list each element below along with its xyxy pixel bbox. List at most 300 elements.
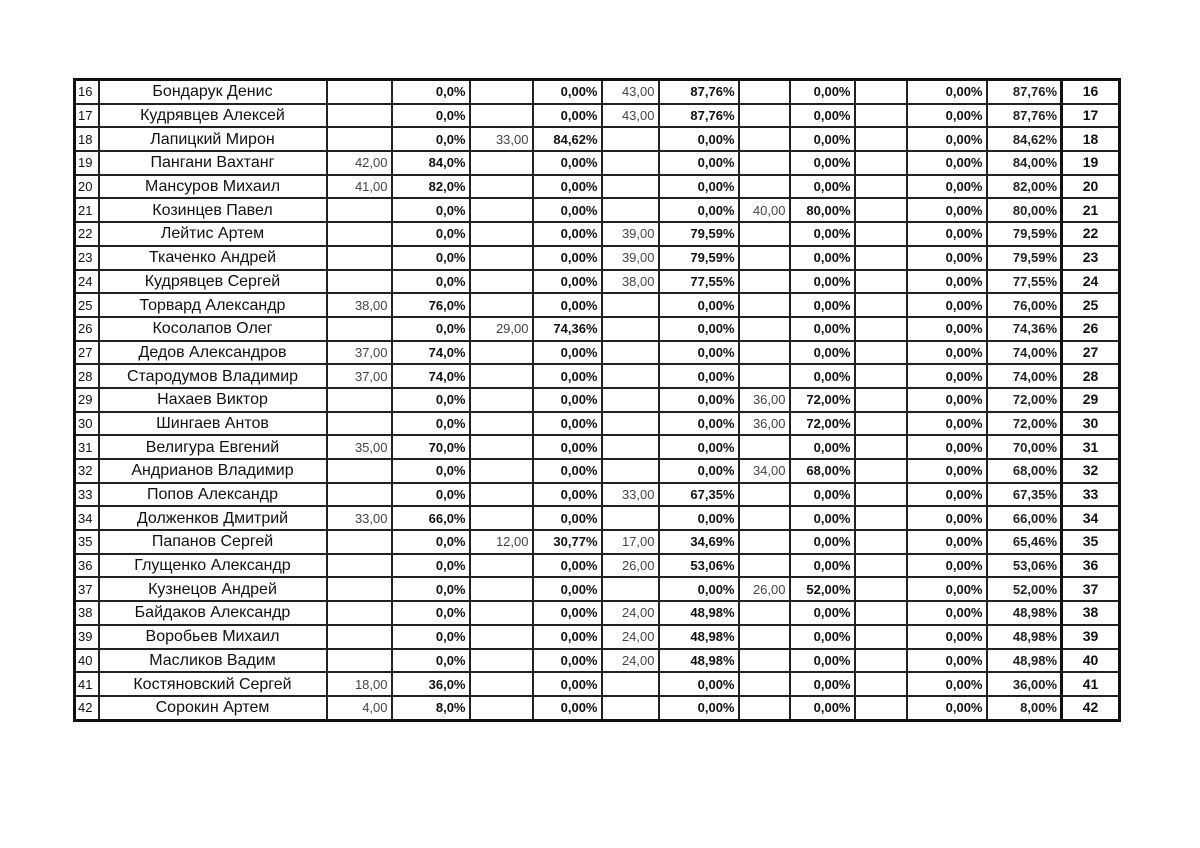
rank-cell: 42 — [1062, 696, 1120, 720]
row-number-cell: 38 — [75, 601, 99, 625]
participant-name-cell: Андрианов Владимир — [99, 459, 327, 483]
stage2-score-cell — [470, 80, 533, 104]
stage4-score-cell — [739, 222, 790, 246]
stage2-percent-cell: 74,36% — [533, 317, 602, 341]
rank-cell: 35 — [1062, 530, 1120, 554]
row-number-cell: 30 — [75, 412, 99, 436]
stage1-score-cell — [327, 104, 392, 128]
stage5-percent-cell: 0,00% — [907, 625, 987, 649]
stage2-percent-cell: 0,00% — [533, 388, 602, 412]
participant-name-cell: Сорокин Артем — [99, 696, 327, 720]
participant-name-cell: Стародумов Владимир — [99, 364, 327, 388]
stage5-percent-cell: 0,00% — [907, 317, 987, 341]
stage1-score-cell: 35,00 — [327, 435, 392, 459]
row-number-cell: 20 — [75, 175, 99, 199]
participant-name-cell: Дедов Александров — [99, 341, 327, 365]
stage3-score-cell — [602, 435, 659, 459]
stage1-percent-cell: 0,0% — [392, 625, 470, 649]
stage3-score-cell: 26,00 — [602, 554, 659, 578]
stage5-percent-cell: 0,00% — [907, 104, 987, 128]
stage5-score-cell — [855, 601, 907, 625]
stage4-percent-cell: 0,00% — [790, 601, 855, 625]
stage4-percent-cell: 68,00% — [790, 459, 855, 483]
participant-name-cell: Косолапов Олег — [99, 317, 327, 341]
stage4-percent-cell: 0,00% — [790, 696, 855, 720]
stage4-percent-cell: 0,00% — [790, 506, 855, 530]
stage1-percent-cell: 0,0% — [392, 222, 470, 246]
table-row — [75, 270, 1120, 294]
row-number-cell: 29 — [75, 388, 99, 412]
stage5-percent-cell: 0,00% — [907, 151, 987, 175]
table-row — [75, 672, 1120, 696]
stage1-score-cell: 37,00 — [327, 341, 392, 365]
total-percent-cell: 48,98% — [987, 601, 1062, 625]
table-row — [75, 435, 1120, 459]
stage4-percent-cell: 72,00% — [790, 412, 855, 436]
stage3-score-cell — [602, 672, 659, 696]
stage4-score-cell — [739, 483, 790, 507]
stage3-percent-cell: 0,00% — [659, 151, 739, 175]
stage4-score-cell — [739, 696, 790, 720]
stage3-percent-cell: 87,76% — [659, 104, 739, 128]
table-row — [75, 577, 1120, 601]
stage3-score-cell: 43,00 — [602, 104, 659, 128]
row-number-cell: 41 — [75, 672, 99, 696]
stage3-percent-cell: 48,98% — [659, 625, 739, 649]
stage1-score-cell — [327, 198, 392, 222]
stage5-percent-cell: 0,00% — [907, 198, 987, 222]
stage3-score-cell — [602, 364, 659, 388]
table-row — [75, 649, 1120, 673]
stage4-score-cell — [739, 625, 790, 649]
table-row — [75, 388, 1120, 412]
stage1-percent-cell: 74,0% — [392, 364, 470, 388]
participant-name-cell: Нахаев Виктор — [99, 388, 327, 412]
stage4-percent-cell: 0,00% — [790, 127, 855, 151]
rank-cell: 33 — [1062, 483, 1120, 507]
participant-name-cell: Попов Александр — [99, 483, 327, 507]
stage3-percent-cell: 0,00% — [659, 672, 739, 696]
rank-cell: 41 — [1062, 672, 1120, 696]
stage1-score-cell — [327, 270, 392, 294]
rank-cell: 36 — [1062, 554, 1120, 578]
rank-cell: 19 — [1062, 151, 1120, 175]
stage5-percent-cell: 0,00% — [907, 577, 987, 601]
table-row — [75, 530, 1120, 554]
stage4-percent-cell: 0,00% — [790, 364, 855, 388]
stage3-score-cell: 33,00 — [602, 483, 659, 507]
participant-name-cell: Глущенко Александр — [99, 554, 327, 578]
total-percent-cell: 82,00% — [987, 175, 1062, 199]
row-number-cell: 25 — [75, 293, 99, 317]
table-row — [75, 459, 1120, 483]
stage2-percent-cell: 84,62% — [533, 127, 602, 151]
stage2-percent-cell: 0,00% — [533, 459, 602, 483]
stage4-score-cell — [739, 530, 790, 554]
stage5-score-cell — [855, 672, 907, 696]
participant-name-cell: Воробьев Михаил — [99, 625, 327, 649]
stage4-percent-cell: 0,00% — [790, 80, 855, 104]
stage2-score-cell — [470, 198, 533, 222]
stage4-score-cell — [739, 246, 790, 270]
stage2-percent-cell: 0,00% — [533, 696, 602, 720]
stage4-score-cell: 36,00 — [739, 412, 790, 436]
row-number-cell: 17 — [75, 104, 99, 128]
participant-name-cell: Кузнецов Андрей — [99, 577, 327, 601]
table-row — [75, 506, 1120, 530]
stage1-percent-cell: 74,0% — [392, 341, 470, 365]
participant-name-cell: Масликов Вадим — [99, 649, 327, 673]
stage4-score-cell — [739, 151, 790, 175]
stage5-percent-cell: 0,00% — [907, 649, 987, 673]
stage4-percent-cell: 0,00% — [790, 246, 855, 270]
stage1-score-cell — [327, 577, 392, 601]
stage4-score-cell — [739, 293, 790, 317]
total-percent-cell: 67,35% — [987, 483, 1062, 507]
stage4-score-cell — [739, 506, 790, 530]
row-number-cell: 37 — [75, 577, 99, 601]
stage2-score-cell: 29,00 — [470, 317, 533, 341]
stage4-score-cell — [739, 672, 790, 696]
stage3-score-cell: 39,00 — [602, 246, 659, 270]
row-number-cell: 24 — [75, 270, 99, 294]
stage2-percent-cell: 0,00% — [533, 625, 602, 649]
stage1-score-cell — [327, 649, 392, 673]
stage2-percent-cell: 0,00% — [533, 601, 602, 625]
stage2-percent-cell: 0,00% — [533, 577, 602, 601]
stage5-score-cell — [855, 80, 907, 104]
total-percent-cell: 72,00% — [987, 412, 1062, 436]
rank-cell: 39 — [1062, 625, 1120, 649]
total-percent-cell: 79,59% — [987, 246, 1062, 270]
stage5-percent-cell: 0,00% — [907, 483, 987, 507]
participant-name-cell: Долженков Дмитрий — [99, 506, 327, 530]
stage1-score-cell — [327, 127, 392, 151]
stage4-percent-cell: 0,00% — [790, 483, 855, 507]
stage1-score-cell: 4,00 — [327, 696, 392, 720]
stage2-percent-cell: 0,00% — [533, 341, 602, 365]
stage2-percent-cell: 0,00% — [533, 270, 602, 294]
stage5-score-cell — [855, 127, 907, 151]
stage3-percent-cell: 0,00% — [659, 459, 739, 483]
stage2-percent-cell: 0,00% — [533, 435, 602, 459]
participant-name-cell: Кудрявцев Сергей — [99, 270, 327, 294]
total-percent-cell: 53,06% — [987, 554, 1062, 578]
stage2-score-cell — [470, 601, 533, 625]
stage3-score-cell — [602, 412, 659, 436]
stage1-percent-cell: 0,0% — [392, 317, 470, 341]
stage4-percent-cell: 52,00% — [790, 577, 855, 601]
stage3-percent-cell: 0,00% — [659, 696, 739, 720]
stage5-percent-cell: 0,00% — [907, 672, 987, 696]
stage3-score-cell — [602, 151, 659, 175]
stage4-score-cell — [739, 80, 790, 104]
table-row — [75, 151, 1120, 175]
stage5-score-cell — [855, 175, 907, 199]
total-percent-cell: 48,98% — [987, 625, 1062, 649]
stage1-score-cell: 42,00 — [327, 151, 392, 175]
total-percent-cell: 77,55% — [987, 270, 1062, 294]
total-percent-cell: 65,46% — [987, 530, 1062, 554]
stage4-percent-cell: 0,00% — [790, 222, 855, 246]
participant-name-cell: Мансуров Михаил — [99, 175, 327, 199]
stage2-percent-cell: 30,77% — [533, 530, 602, 554]
stage5-percent-cell: 0,00% — [907, 530, 987, 554]
participant-name-cell: Кудрявцев Алексей — [99, 104, 327, 128]
stage2-score-cell — [470, 577, 533, 601]
total-percent-cell: 68,00% — [987, 459, 1062, 483]
stage4-score-cell — [739, 270, 790, 294]
stage5-percent-cell: 0,00% — [907, 506, 987, 530]
participant-name-cell: Велигура Евгений — [99, 435, 327, 459]
stage4-percent-cell: 0,00% — [790, 175, 855, 199]
participant-name-cell: Байдаков Александр — [99, 601, 327, 625]
stage5-percent-cell: 0,00% — [907, 554, 987, 578]
stage3-score-cell: 17,00 — [602, 530, 659, 554]
rank-cell: 26 — [1062, 317, 1120, 341]
stage4-percent-cell: 72,00% — [790, 388, 855, 412]
row-number-cell: 22 — [75, 222, 99, 246]
row-number-cell: 21 — [75, 198, 99, 222]
stage2-score-cell: 33,00 — [470, 127, 533, 151]
stage5-score-cell — [855, 198, 907, 222]
stage2-score-cell — [470, 151, 533, 175]
rank-cell: 32 — [1062, 459, 1120, 483]
stage3-percent-cell: 0,00% — [659, 577, 739, 601]
row-number-cell: 35 — [75, 530, 99, 554]
stage3-percent-cell: 0,00% — [659, 293, 739, 317]
stage3-score-cell — [602, 341, 659, 365]
stage3-score-cell — [602, 175, 659, 199]
stage5-score-cell — [855, 577, 907, 601]
participant-name-cell: Ткаченко Андрей — [99, 246, 327, 270]
stage1-score-cell: 41,00 — [327, 175, 392, 199]
table-row — [75, 175, 1120, 199]
stage1-percent-cell: 0,0% — [392, 80, 470, 104]
stage4-score-cell — [739, 175, 790, 199]
stage3-percent-cell: 0,00% — [659, 317, 739, 341]
stage4-score-cell — [739, 435, 790, 459]
rank-cell: 23 — [1062, 246, 1120, 270]
rank-cell: 16 — [1062, 80, 1120, 104]
stage2-percent-cell: 0,00% — [533, 151, 602, 175]
stage5-score-cell — [855, 506, 907, 530]
stage2-score-cell — [470, 388, 533, 412]
stage3-percent-cell: 0,00% — [659, 127, 739, 151]
stage5-score-cell — [855, 246, 907, 270]
stage1-score-cell — [327, 459, 392, 483]
participant-name-cell: Бондарук Денис — [99, 80, 327, 104]
stage1-percent-cell: 0,0% — [392, 530, 470, 554]
stage5-percent-cell: 0,00% — [907, 175, 987, 199]
stage1-percent-cell: 0,0% — [392, 270, 470, 294]
stage2-percent-cell: 0,00% — [533, 364, 602, 388]
stage3-score-cell — [602, 388, 659, 412]
participant-name-cell: Шингаев Антов — [99, 412, 327, 436]
stage5-percent-cell: 0,00% — [907, 412, 987, 436]
stage1-percent-cell: 0,0% — [392, 577, 470, 601]
stage2-score-cell — [470, 246, 533, 270]
stage3-score-cell — [602, 459, 659, 483]
stage1-percent-cell: 84,0% — [392, 151, 470, 175]
stage4-score-cell — [739, 127, 790, 151]
stage1-percent-cell: 0,0% — [392, 554, 470, 578]
stage2-score-cell — [470, 554, 533, 578]
stage4-percent-cell: 0,00% — [790, 341, 855, 365]
participant-name-cell: Папанов Сергей — [99, 530, 327, 554]
table-body — [75, 80, 1120, 721]
stage1-score-cell: 33,00 — [327, 506, 392, 530]
stage1-score-cell — [327, 554, 392, 578]
stage5-percent-cell: 0,00% — [907, 80, 987, 104]
stage1-score-cell — [327, 412, 392, 436]
stage2-score-cell — [470, 459, 533, 483]
participant-name-cell: Пангани Вахтанг — [99, 151, 327, 175]
stage1-score-cell — [327, 530, 392, 554]
stage4-score-cell — [739, 317, 790, 341]
stage1-percent-cell: 0,0% — [392, 198, 470, 222]
stage4-score-cell — [739, 104, 790, 128]
stage4-percent-cell: 0,00% — [790, 293, 855, 317]
stage5-score-cell — [855, 388, 907, 412]
row-number-cell: 26 — [75, 317, 99, 341]
stage4-score-cell — [739, 364, 790, 388]
stage1-score-cell: 18,00 — [327, 672, 392, 696]
participant-name-cell: Костяновский Сергей — [99, 672, 327, 696]
stage2-percent-cell: 0,00% — [533, 483, 602, 507]
stage4-percent-cell: 0,00% — [790, 672, 855, 696]
stage2-percent-cell: 0,00% — [533, 80, 602, 104]
stage2-score-cell — [470, 435, 533, 459]
stage5-score-cell — [855, 270, 907, 294]
stage5-percent-cell: 0,00% — [907, 388, 987, 412]
stage1-score-cell — [327, 601, 392, 625]
stage5-score-cell — [855, 293, 907, 317]
rank-cell: 29 — [1062, 388, 1120, 412]
stage3-score-cell: 39,00 — [602, 222, 659, 246]
rank-cell: 22 — [1062, 222, 1120, 246]
total-percent-cell: 36,00% — [987, 672, 1062, 696]
stage2-percent-cell: 0,00% — [533, 649, 602, 673]
stage2-score-cell — [470, 672, 533, 696]
stage2-score-cell — [470, 483, 533, 507]
stage1-percent-cell: 0,0% — [392, 388, 470, 412]
stage5-score-cell — [855, 554, 907, 578]
stage3-score-cell — [602, 506, 659, 530]
stage3-score-cell: 24,00 — [602, 625, 659, 649]
row-number-cell: 42 — [75, 696, 99, 720]
stage2-score-cell — [470, 649, 533, 673]
results-table — [73, 78, 1121, 722]
stage3-percent-cell: 48,98% — [659, 649, 739, 673]
stage3-percent-cell: 0,00% — [659, 341, 739, 365]
stage1-percent-cell: 66,0% — [392, 506, 470, 530]
stage2-score-cell — [470, 341, 533, 365]
stage2-percent-cell: 0,00% — [533, 412, 602, 436]
stage5-score-cell — [855, 341, 907, 365]
stage4-percent-cell: 80,00% — [790, 198, 855, 222]
stage4-percent-cell: 0,00% — [790, 435, 855, 459]
table-row — [75, 222, 1120, 246]
stage1-percent-cell: 36,0% — [392, 672, 470, 696]
stage1-percent-cell: 76,0% — [392, 293, 470, 317]
stage3-percent-cell: 67,35% — [659, 483, 739, 507]
rank-cell: 28 — [1062, 364, 1120, 388]
stage1-score-cell — [327, 388, 392, 412]
stage5-percent-cell: 0,00% — [907, 696, 987, 720]
stage2-percent-cell: 0,00% — [533, 554, 602, 578]
stage2-score-cell — [470, 364, 533, 388]
stage1-percent-cell: 0,0% — [392, 104, 470, 128]
stage3-percent-cell: 0,00% — [659, 198, 739, 222]
table-row — [75, 198, 1120, 222]
stage1-score-cell — [327, 80, 392, 104]
stage5-percent-cell: 0,00% — [907, 293, 987, 317]
participant-name-cell: Лейтис Артем — [99, 222, 327, 246]
rank-cell: 38 — [1062, 601, 1120, 625]
row-number-cell: 34 — [75, 506, 99, 530]
stage4-score-cell — [739, 601, 790, 625]
stage2-percent-cell: 0,00% — [533, 293, 602, 317]
stage4-score-cell: 34,00 — [739, 459, 790, 483]
rank-cell: 21 — [1062, 198, 1120, 222]
stage2-percent-cell: 0,00% — [533, 104, 602, 128]
stage4-score-cell — [739, 649, 790, 673]
table-row — [75, 104, 1120, 128]
stage5-percent-cell: 0,00% — [907, 364, 987, 388]
row-number-cell: 16 — [75, 80, 99, 104]
stage5-score-cell — [855, 412, 907, 436]
row-number-cell: 33 — [75, 483, 99, 507]
total-percent-cell: 87,76% — [987, 80, 1062, 104]
stage5-percent-cell: 0,00% — [907, 341, 987, 365]
stage3-score-cell — [602, 317, 659, 341]
stage3-percent-cell: 77,55% — [659, 270, 739, 294]
stage1-score-cell: 38,00 — [327, 293, 392, 317]
stage3-score-cell — [602, 127, 659, 151]
stage2-score-cell: 12,00 — [470, 530, 533, 554]
total-percent-cell: 48,98% — [987, 649, 1062, 673]
stage5-percent-cell: 0,00% — [907, 222, 987, 246]
total-percent-cell: 76,00% — [987, 293, 1062, 317]
stage2-score-cell — [470, 625, 533, 649]
stage3-percent-cell: 87,76% — [659, 80, 739, 104]
stage3-score-cell — [602, 198, 659, 222]
table-row — [75, 601, 1120, 625]
stage1-percent-cell: 82,0% — [392, 175, 470, 199]
stage5-score-cell — [855, 364, 907, 388]
stage2-score-cell — [470, 412, 533, 436]
stage5-score-cell — [855, 222, 907, 246]
stage1-percent-cell: 0,0% — [392, 246, 470, 270]
stage5-score-cell — [855, 435, 907, 459]
stage4-score-cell: 26,00 — [739, 577, 790, 601]
stage5-score-cell — [855, 483, 907, 507]
total-percent-cell: 66,00% — [987, 506, 1062, 530]
stage2-percent-cell: 0,00% — [533, 246, 602, 270]
row-number-cell: 39 — [75, 625, 99, 649]
stage3-percent-cell: 53,06% — [659, 554, 739, 578]
stage2-score-cell — [470, 293, 533, 317]
row-number-cell: 27 — [75, 341, 99, 365]
stage3-score-cell — [602, 577, 659, 601]
stage4-percent-cell: 0,00% — [790, 625, 855, 649]
stage2-score-cell — [470, 222, 533, 246]
total-percent-cell: 72,00% — [987, 388, 1062, 412]
stage2-percent-cell: 0,00% — [533, 222, 602, 246]
table-row — [75, 412, 1120, 436]
table-row — [75, 246, 1120, 270]
